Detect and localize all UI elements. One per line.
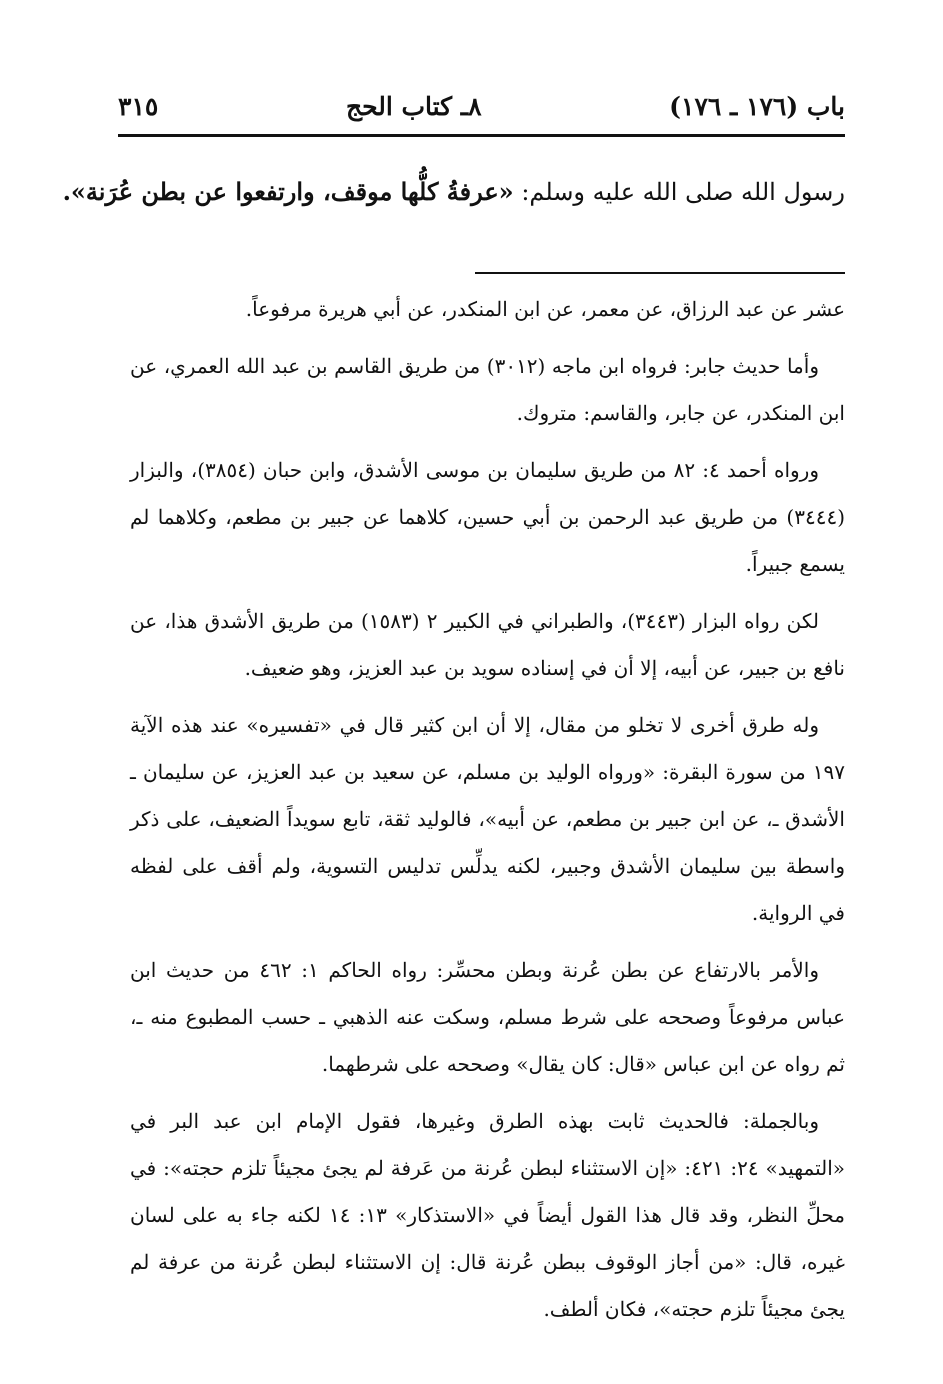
footnote-paragraph: والأمر بالارتفاع عن بطن عُرنة وبطن محسِّر: رواه الحاكم ١: ٤٦٢ من حديث ابن عباس مرفوعاً وصححه على شرط مسلم، وسكت عنه الذهبي ـ حسب المطبوع منه ـ، ثم رواه عن ابن عباس «قال: كان يقال» وصححه على شرطهما.: [130, 958, 845, 1076]
hadith-quote: «عرفةُ كلُّها موقف، وارتفعوا عن بطن عُرَنة».: [62, 177, 514, 206]
footnote-divider: [475, 272, 845, 274]
footnote-paragraph: عشر عن عبد الرزاق، عن معمر، عن ابن المنكدر، عن أبي هريرة مرفوعاً.: [245, 297, 845, 321]
page-number: ٣١٥: [118, 91, 159, 121]
main-intro: رسول الله صلى الله عليه وسلم:: [513, 178, 845, 206]
book-title: ٨ـ كتاب الحج: [345, 91, 482, 121]
footnotes: [130, 286, 845, 1343]
footnote-paragraph: ورواه أحمد ٤: ٨٢ من طريق سليمان بن موسى الأشدق، وابن حبان (٣٨٥٤)، والبزار (٣٤٤٤) من طريق عبد الرحمن بن أبي حسين، كلاهما عن جبير بن مطعم، وكلاهما لم يسمع جبيراً.: [130, 458, 845, 576]
page-header: [118, 86, 845, 126]
header-divider: [118, 134, 845, 137]
footnote-paragraph: وأما حديث جابر: فرواه ابن ماجه (٣٠١٢) من طريق القاسم بن عبد الله العمري، عن ابن المنكدر، عن جابر، والقاسم: متروك.: [130, 354, 845, 425]
footnote-paragraph: وله طرق أخرى لا تخلو من مقال، إلا أن ابن كثير قال في «تفسيره» عند هذه الآية ١٩٧ من سورة البقرة: «ورواه الوليد بن مسلم، عن سعيد بن عبد العزيز، عن سليمان ـ الأشدق ـ، عن ابن جبير بن مطعم، عن أبيه»، فالوليد ثقة، تابع سويداً الضعيف، على ذكر واسطة بين سليمان الأشدق وجبير، لكنه يدلِّس تدليس التسوية، ولم أقف على لفظه في الرواية.: [130, 713, 845, 925]
footnote-paragraph: لكن رواه البزار (٣٤٤٣)، والطبراني في الكبير ٢ (١٥٨٣) من طريق الأشدق هذا، عن نافع بن جبير، عن أبيه، إلا أن في إسناده سويد بن عبد العزيز، وهو ضعيف.: [130, 609, 845, 680]
chapter-range: باب (١٧٦ ـ ١٧٦): [669, 91, 845, 121]
footnote-paragraph: وبالجملة: فالحديث ثابت بهذه الطرق وغيرها، فقول الإمام ابن عبد البر في «التمهيد» ٢٤: ٤٢١: «إن الاستثناء لبطن عُرنة من عَرفة لم يجئ مجيئاً تلزم حجته»: في محلِّ النظر، وقد قال هذا القول أيضاً في «الاستذكار» ١٣: ١٤ لكنه جاء به على لسان غيره، قال: «من أجاز الوقوف ببطن عُرنة قال: إن الاستثناء لبطن عُرنة من عرفة لم يجئ مجيئاً تلزم حجته»، فكان ألطف.: [130, 1109, 846, 1321]
main-text: [62, 168, 845, 216]
